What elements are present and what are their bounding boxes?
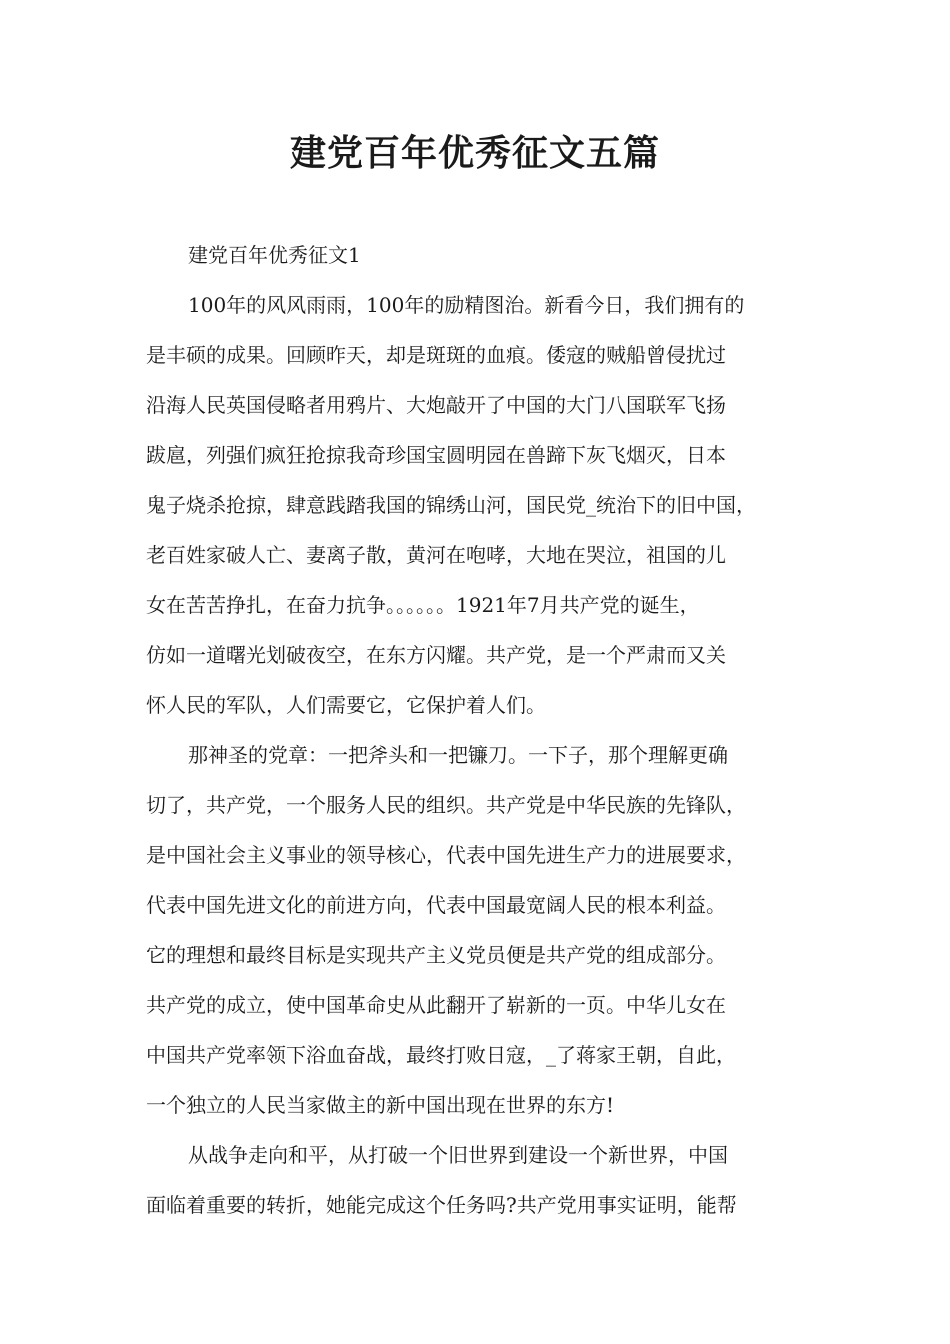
text-line: 共产党的成立，使中国革命史从此翻开了崭新的一页。中华儿女在	[146, 993, 726, 1017]
text-line: 代表中国先进文化的前进方向，代表中国最宽阔人民的根本利益。	[146, 893, 726, 917]
text-line: 从战争走向和平，从打破一个旧世界到建设一个新世界，中国	[188, 1143, 728, 1167]
text-line: 跋扈，列强们疯狂抢掠我奇珍国宝圆明园在兽蹄下灰飞烟灭，日本	[146, 443, 726, 467]
text-line: 建党百年优秀征文1	[188, 243, 361, 267]
text-line: 切了，共产党，一个服务人民的组织。共产党是中华民族的先锋队，	[146, 793, 746, 817]
text-line: 中国共产党率领下浴血奋战，最终打败日寇，_了蒋家王朝，自此，	[146, 1043, 736, 1067]
text-line: 是丰硕的成果。回顾昨天，却是斑斑的血痕。倭寇的贼船曾侵扰过	[146, 343, 726, 367]
text-line: 一个独立的人民当家做主的新中国出现在世界的东方!	[146, 1093, 615, 1117]
text-line: 怀人民的军队，人们需要它，它保护着人们。	[146, 693, 546, 717]
text-line: 是中国社会主义事业的领导核心，代表中国先进生产力的进展要求，	[146, 843, 746, 867]
document-body	[146, 230, 810, 1230]
text-line: 沿海人民英国侵略者用鸦片、大炮敲开了中国的大门八国联军飞扬	[146, 393, 726, 417]
text-line: 它的理想和最终目标是实现共产主义党员便是共产党的组成部分。	[146, 943, 726, 967]
text-line: 仿如一道曙光划破夜空，在东方闪耀。共产党，是一个严肃而又关	[146, 643, 726, 667]
document-title: 建党百年优秀征文五篇	[289, 133, 660, 174]
text-line: 老百姓家破人亡、妻离子散，黄河在咆哮，大地在哭泣，祖国的儿	[146, 543, 726, 567]
text-line: 鬼子烧杀抢掠，肆意践踏我国的锦绣山河，国民党_统治下的旧中国，	[146, 493, 756, 517]
text-line: 100年的风风雨雨，100年的励精图治。新看今日，我们拥有的	[188, 293, 745, 317]
text-line: 面临着重要的转折，她能完成这个任务吗?共产党用事实证明，能帮	[146, 1193, 737, 1217]
text-line: 女在苦苦挣扎，在奋力抗争。。。。。。1921年7月共产党的诞生，	[146, 593, 700, 617]
text-line: 那神圣的党章：一把斧头和一把镰刀。一下子，那个理解更确	[188, 743, 728, 767]
